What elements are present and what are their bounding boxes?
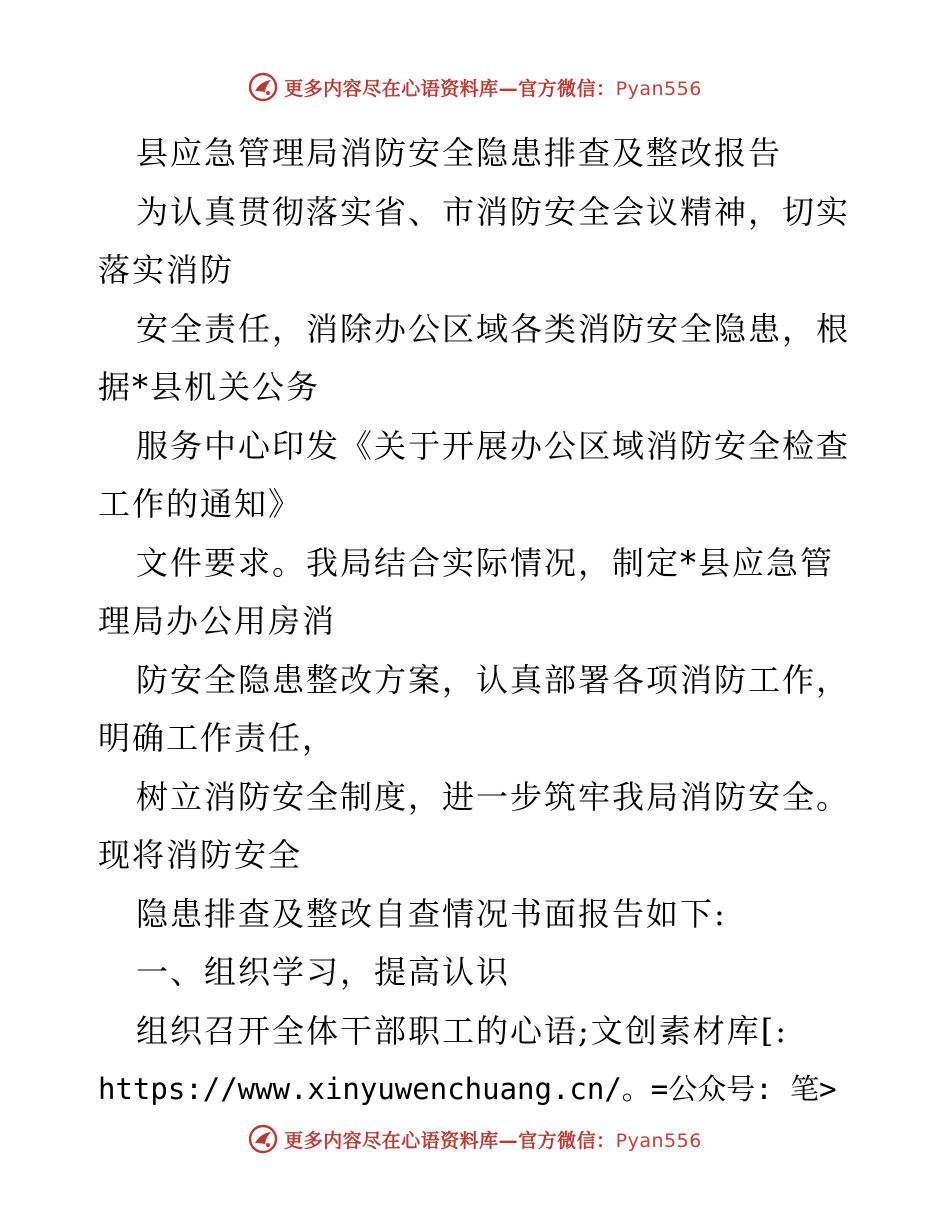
document-text-line: 县应急管理局消防安全隐患排查及整改报告 [136, 134, 783, 172]
document-text-line: 隐患排查及整改自查情况书面报告如下: [136, 894, 727, 933]
footer-watermark [0, 1124, 950, 1154]
document-text-line: 文件要求。我局结合实际情况，制定*县应急管 [136, 543, 835, 582]
document-body [98, 124, 858, 1119]
watermark-text: 更多内容尽在心语资料库—官方微信：Pyan556 [284, 77, 702, 100]
document-text-line: 组织召开全体干部职工的心语;文创素材库[: [136, 1011, 789, 1050]
document-text-line: 为认真贯彻落实省、市消防安全会议精神，切实 [136, 192, 851, 231]
watermark-text: 更多内容尽在心语资料库—官方微信：Pyan556 [284, 1129, 702, 1152]
document-text-line: 一、组织学习，提高认识 [136, 953, 511, 991]
document-text-line: 树立消防安全制度，进一步筑牢我局消防安全。 [136, 777, 851, 816]
document-text-line: 安全责任，消除办公区域各类消防安全隐患，根 [136, 309, 851, 348]
document-text-line: 明确工作责任， [98, 719, 337, 757]
document-text-line: 工作的通知》 [98, 485, 303, 523]
document-url-line: https://www.xinyuwenchuang.cn/。=公众号: 笔> [98, 1072, 837, 1106]
header-watermark [0, 72, 950, 102]
document-text-line: 现将消防安全 [98, 836, 303, 874]
brand-logo-icon [248, 72, 278, 102]
document-text-line: 防安全隐患整改方案，认真部署各项消防工作， [136, 660, 851, 699]
document-text-line: 落实消防 [98, 251, 235, 289]
document-text-line: 据*县机关公务 [98, 368, 321, 406]
document-text-line: 理局办公用房消 [98, 602, 337, 640]
brand-logo-icon [248, 1124, 278, 1154]
document-text-line: 服务中心印发《关于开展办公区域消防安全检查 [136, 426, 851, 465]
